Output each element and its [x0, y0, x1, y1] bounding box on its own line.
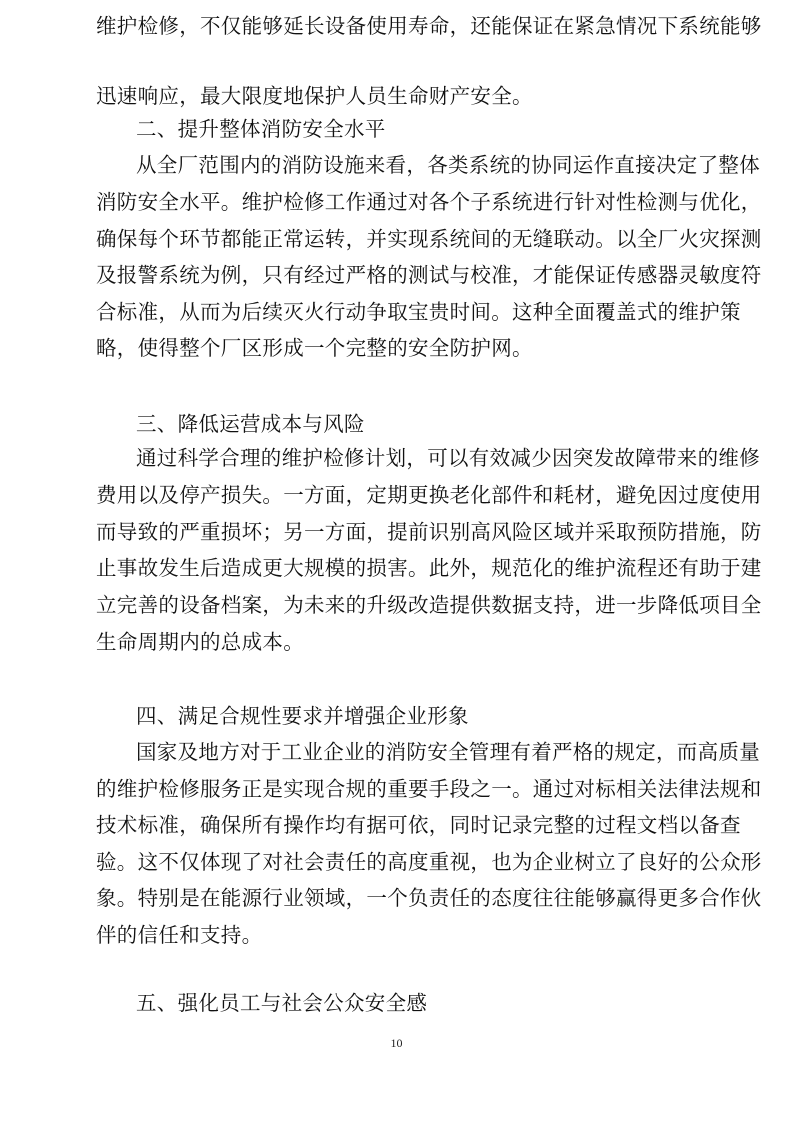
section-heading: 二、提升整体消防安全水平 [136, 117, 386, 141]
section-heading: 五、强化员工与社会公众安全感 [136, 991, 428, 1015]
body-line: 的维护检修服务正是实现合规的重要手段之一。通过对标相关法律法规和 [96, 777, 762, 801]
body-line: 从全厂范围内的消防设施来看，各类系统的协同运作直接决定了整体 [136, 153, 760, 177]
body-line: 技术标准，确保所有操作均有据可依，同时记录完整的过程文档以备查 [96, 813, 741, 837]
body-line: 象。特别是在能源行业领域，一个负责任的态度往往能够赢得更多合作伙 [96, 886, 762, 910]
page-number: 10 [390, 1036, 403, 1050]
section-heading: 四、满足合规性要求并增强企业形象 [136, 704, 469, 728]
body-line: 费用以及停产损失。一方面，定期更换老化部件和耗材，避免因过度使用 [96, 483, 762, 507]
body-line: 迅速响应，最大限度地保护人员生命财产安全。 [96, 84, 533, 108]
body-line: 国家及地方对于工业企业的消防安全管理有着严格的规定，而高质量 [136, 740, 760, 764]
body-line: 验。这不仅体现了对社会责任的高度重视，也为企业树立了良好的公众形 [96, 850, 762, 874]
body-line: 伴的信任和支持。 [96, 923, 263, 947]
body-line: 通过科学合理的维护检修计划，可以有效减少因突发故障带来的维修 [136, 446, 760, 470]
body-line: 立完善的设备档案，为未来的升级改造提供数据支持，进一步降低项目全 [96, 593, 762, 617]
body-line: 及报警系统为例，只有经过严格的测试与校准，才能保证传感器灵敏度符 [96, 263, 762, 287]
body-line: 略，使得整个厂区形成一个完整的安全防护网。 [96, 336, 533, 360]
body-line: 生命周期内的总成本。 [96, 630, 304, 654]
section-heading: 三、降低运营成本与风险 [136, 412, 365, 436]
body-line: 而导致的严重损坏；另一方面，提前识别高风险区域并采取预防措施，防 [96, 520, 762, 544]
body-line: 确保每个环节都能正常运转，并实现系统间的无缝联动。以全厂火灾探测 [96, 227, 762, 251]
body-line: 止事故发生后造成更大规模的损害。此外，规范化的维护流程还有助于建 [96, 556, 762, 580]
body-line: 合标准，从而为后续灭火行动争取宝贵时间。这种全面覆盖式的维护策 [96, 300, 741, 324]
body-line: 维护检修，不仅能够延长设备使用寿命，还能保证在紧急情况下系统能够 [96, 14, 762, 38]
body-line: 消防安全水平。维护检修工作通过对各个子系统进行针对性检测与优化， [96, 190, 762, 214]
